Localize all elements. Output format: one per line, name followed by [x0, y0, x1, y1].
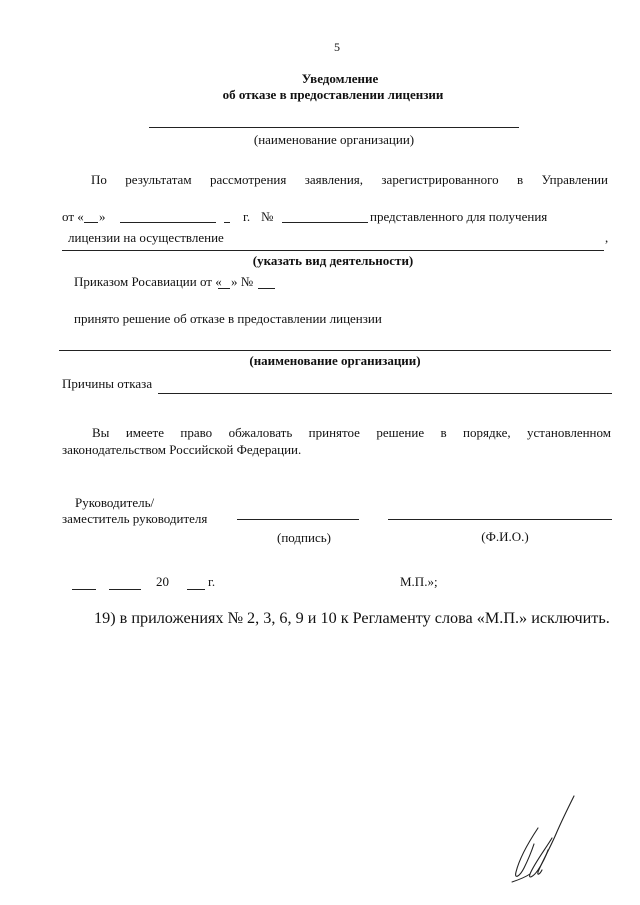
signatory-title-1: Руководитель/	[75, 495, 155, 510]
word: принятое	[308, 425, 360, 440]
organization-name-line-2	[59, 350, 611, 351]
organization-name-caption: (наименование организации)	[253, 132, 415, 147]
word: в	[440, 425, 447, 440]
date-mid: »	[99, 209, 106, 224]
organization-name-line	[149, 127, 519, 128]
month-blank	[120, 222, 216, 223]
order-day-blank	[218, 288, 230, 289]
word: рассмотрения	[209, 172, 287, 187]
word: установленном	[527, 425, 611, 440]
bottom-day-blank	[72, 589, 96, 590]
day-blank	[84, 222, 98, 223]
word: зарегистрированного	[381, 172, 499, 187]
word: имеете	[125, 425, 164, 440]
order-mid: » №	[231, 274, 254, 289]
word: Управлении	[541, 172, 608, 187]
bottom-month-blank	[109, 589, 141, 590]
activity-line	[62, 250, 604, 251]
signature-caption: (подпись)	[277, 530, 331, 545]
word: результатам	[125, 172, 192, 187]
word: порядке,	[463, 425, 511, 440]
signatory-title-2: заместитель руководителя	[62, 511, 208, 526]
word: Вы	[92, 425, 110, 440]
reasons-label: Причины отказа	[62, 376, 153, 391]
word: в	[517, 172, 524, 187]
license-text: лицензии на осуществление	[68, 230, 224, 245]
bottom-year-blank	[187, 589, 205, 590]
page-number: 5	[334, 40, 340, 54]
word: право	[180, 425, 213, 440]
paragraph-results-line	[91, 172, 608, 188]
full-name-caption: (Ф.И.О.)	[481, 529, 529, 544]
appeal-line-2: законодательством Российской Федерации.	[62, 442, 302, 457]
comma: ,	[605, 230, 609, 245]
bottom-year-suffix: г.	[208, 574, 216, 589]
date-prefix: от «	[62, 209, 84, 224]
bottom-year-prefix: 20	[156, 574, 169, 589]
number-sign: №	[261, 209, 274, 224]
appeal-line-1	[92, 425, 611, 441]
word: По	[91, 172, 107, 187]
decision-text: принято решение об отказе в предоставлении лицензии	[74, 311, 382, 326]
word: решение	[376, 425, 425, 440]
activity-caption: (указать вид деятельности)	[252, 253, 414, 268]
order-number-blank	[258, 288, 275, 289]
signature-line	[237, 519, 359, 520]
document-title-line2: об отказе в предоставлении лицензии	[222, 87, 444, 102]
word: обжаловать	[228, 425, 293, 440]
amendment-text: 19) в приложениях № 2, 3, 6, 9 и 10 к Регламенту слова «М.П.» исключить.	[94, 609, 610, 627]
year-suffix: г.	[243, 209, 251, 224]
organization-name-caption-2: (наименование организации)	[249, 353, 421, 368]
order-prefix: Приказом Росавиации от «	[74, 274, 222, 289]
registration-number-blank	[282, 222, 368, 223]
stamp-label: М.П.»;	[400, 574, 438, 589]
submitted-text: представленного для получения	[370, 209, 548, 224]
year-blank	[224, 222, 230, 223]
reasons-line	[158, 393, 612, 394]
document-title-line1: Уведомление	[301, 71, 379, 86]
handwritten-signature	[490, 790, 590, 890]
word: заявления,	[304, 172, 364, 187]
full-name-line	[388, 519, 612, 520]
